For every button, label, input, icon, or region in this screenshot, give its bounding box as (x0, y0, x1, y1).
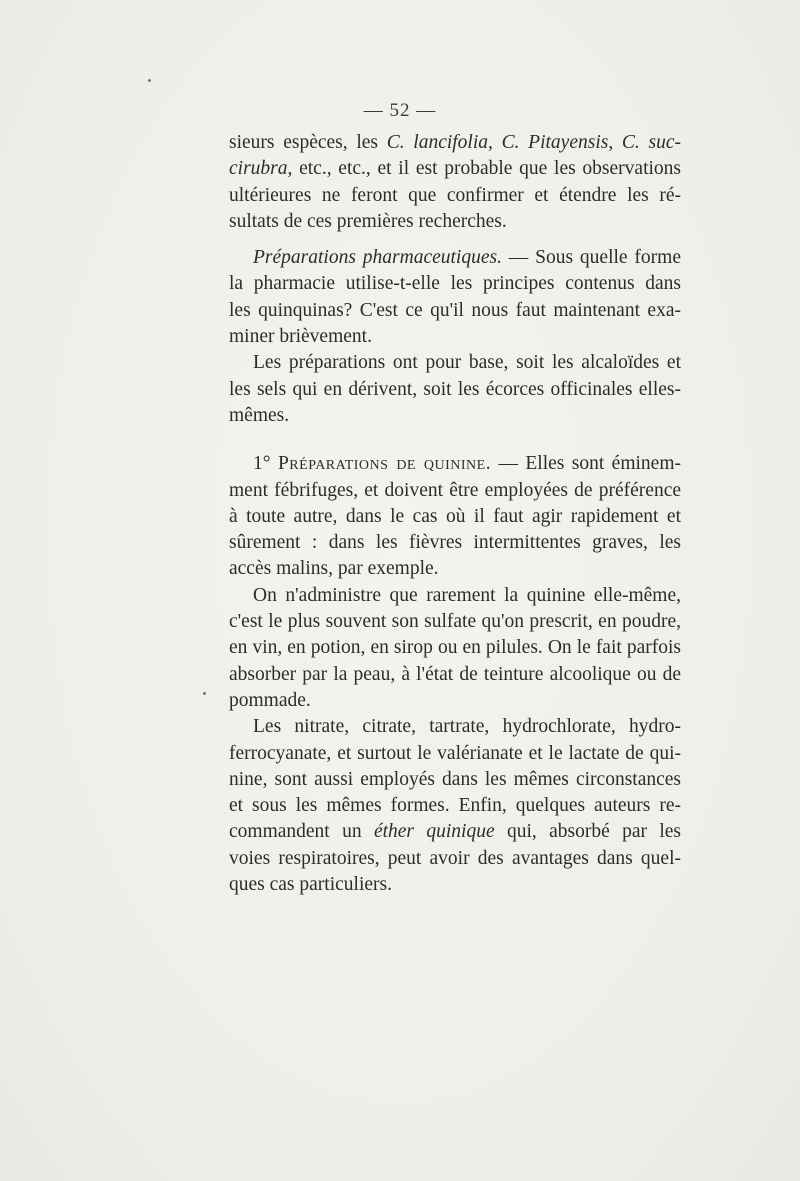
paragraph-quinine-salts (229, 714, 681, 898)
text-run: ment fébrifuges, et doivent être employées de préférence (229, 479, 681, 501)
text-run: , etc., etc., et il est probable que les observations (287, 158, 681, 180)
paragraph-species (229, 130, 681, 235)
text-line (229, 556, 681, 582)
text-line (229, 298, 681, 324)
text-run: — Elles sont éminem- (491, 453, 681, 475)
text-run: , (488, 132, 502, 153)
text-run: c'est le plus souvent son sulfate qu'on prescrit, en poudre, (229, 611, 681, 633)
text-line (229, 350, 681, 376)
text-run: et sous les mêmes formes. Enfin, quelques auteurs re- (229, 795, 681, 817)
text-line (229, 504, 681, 530)
text-run: miner brièvement. (229, 326, 372, 348)
text-run: ques cas particuliers. (229, 874, 392, 896)
text-run: — Sous quelle forme (501, 247, 681, 269)
text-run: Préparations de quinine. (277, 453, 492, 475)
text-run: accès malins, par exemple. (229, 558, 439, 580)
text-line (229, 662, 681, 688)
text-line (229, 245, 681, 271)
page-body (229, 130, 681, 898)
text-line (229, 209, 681, 235)
text-line (229, 819, 681, 845)
text-line (229, 130, 681, 156)
text-line (229, 741, 681, 767)
text-run: sieurs espèces, les (229, 132, 387, 153)
text-line (229, 793, 681, 819)
text-run: ultérieures ne feront que confirmer et étendre les ré- (229, 184, 681, 206)
text-line (229, 609, 681, 635)
text-run: voies respiratoires, peut avoir des avantages dans quel- (229, 847, 681, 869)
text-line (229, 767, 681, 793)
text-line (229, 377, 681, 403)
text-run: , (608, 132, 622, 153)
text-line (229, 635, 681, 661)
text-line (229, 271, 681, 297)
text-line (229, 324, 681, 350)
text-line (229, 583, 681, 609)
text-line (229, 846, 681, 872)
page-speck (203, 692, 206, 695)
paragraph-quinine-administration (229, 583, 681, 714)
text-run: sûrement : dans les fièvres intermittentes graves, les (229, 532, 681, 554)
text-line (229, 872, 681, 898)
text-run: C. suc- (621, 132, 681, 153)
text-run: Les préparations ont pour base, soit les alcaloïdes et (253, 352, 681, 374)
text-line (229, 403, 681, 429)
text-run: la pharmacie utilise-t-elle les principes contenus dans (229, 273, 681, 295)
text-run: sultats de ces premières recherches. (229, 210, 507, 232)
text-run: cirubra (229, 158, 288, 180)
text-line (229, 530, 681, 556)
text-run: On n'administre que rarement la quinine elle-même, (253, 584, 681, 606)
text-run: C. Pitayensis (501, 132, 609, 153)
text-run: nine, sont aussi employés dans les mêmes circonstances (229, 768, 681, 790)
text-run: Préparations pharmaceutiques. (253, 247, 502, 269)
text-line (229, 688, 681, 714)
text-run: 1° (253, 453, 278, 475)
text-line (229, 156, 681, 182)
paragraph-quinine-preparations (229, 451, 681, 582)
text-line (229, 478, 681, 504)
text-run: qui, absorbé par les (494, 821, 682, 843)
text-run: mêmes. (229, 404, 290, 426)
text-line (229, 714, 681, 740)
text-run: éther quinique (373, 821, 495, 843)
page-number: — 52 — (363, 100, 437, 121)
paragraph-pharmaceutical-preparations (229, 245, 681, 350)
text-run: les sels qui en dérivent, soit les écorces officinales elles- (229, 378, 681, 400)
text-line (229, 183, 681, 209)
text-line (229, 451, 681, 477)
text-run: pommade. (229, 689, 311, 711)
paragraph-preparation-bases (229, 350, 681, 429)
page-speck (148, 79, 151, 82)
text-run: Les nitrate, citrate, tartrate, hydrochlorate, hydro- (253, 716, 681, 738)
text-run: C. lancifolia (386, 132, 489, 153)
text-run: les quinquinas? C'est ce qu'il nous faut maintenant exa- (229, 299, 681, 321)
text-run: en vin, en potion, en sirop ou en pilules. On le fait parfois (229, 637, 681, 659)
text-run: commandent un (229, 821, 374, 843)
text-run: ferrocyanate, et surtout le valérianate et le lactate de qui- (229, 742, 681, 764)
text-run: absorber par la peau, à l'état de teinture alcoolique ou de (229, 663, 681, 685)
text-run: à toute autre, dans le cas où il faut agir rapidement et (229, 505, 681, 527)
